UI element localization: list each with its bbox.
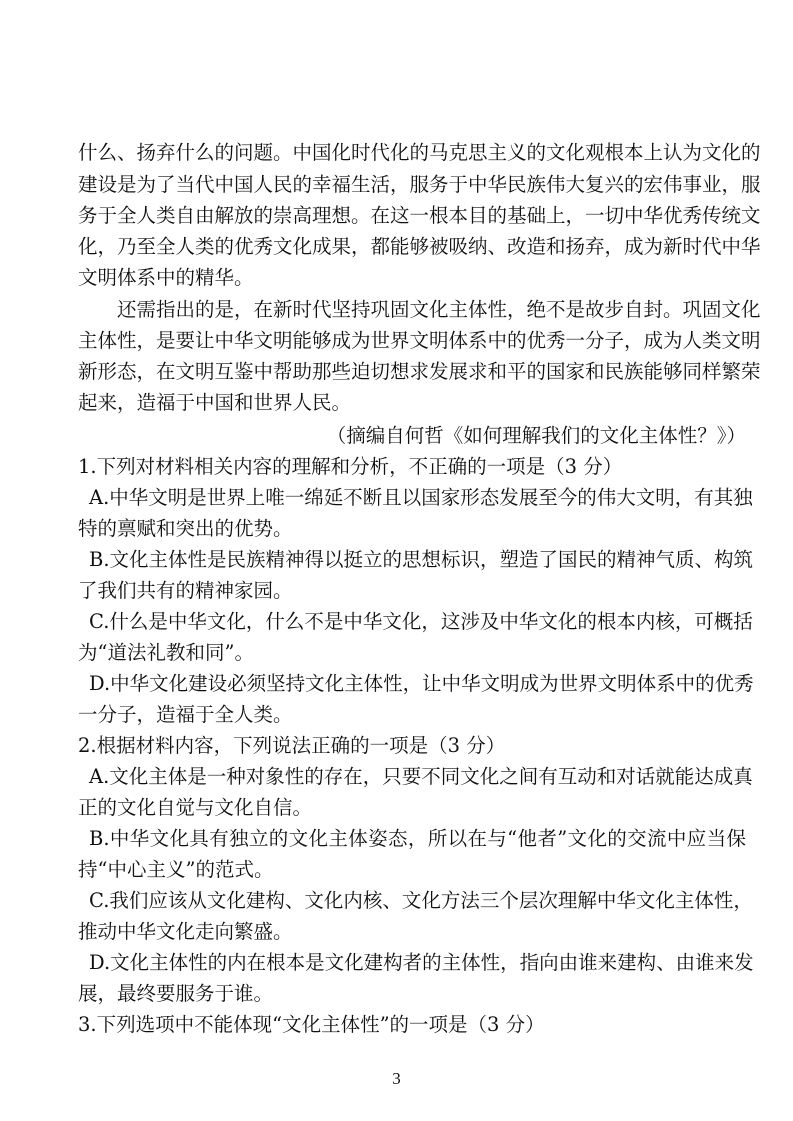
option-line: 一分子，造福于全人类。 — [78, 703, 293, 726]
passage-line: 建设是为了当代中国人民的幸福生活，服务于中华民族伟大复兴的宏伟事业，服 — [78, 173, 761, 196]
option-line: 为“道法礼教和同”。 — [78, 641, 254, 664]
option-line: 正的文化自觉与文化自信。 — [78, 796, 313, 819]
passage-line: 新形态，在文明互鉴中帮助那些迫切想求发展求和平的国家和民族能够同样繁荣 — [78, 360, 761, 383]
passage-line: 还需指出的是，在新时代坚持巩固文化主体性，绝不是故步自封。巩固文化 — [117, 298, 761, 321]
passage-line: 化，乃至全人类的优秀文化成果，都能够被吸纳、改造和扬弃，成为新时代中华 — [78, 235, 761, 258]
option-line: C.我们应该从文化建构、文化内核、文化方法三个层次理解中华文化主体性， — [89, 889, 753, 912]
passage-line: 主体性，是要让中华文明能够成为世界文明体系中的优秀一分子，成为人类文明 — [78, 329, 761, 352]
passage-line: 什么、扬弃什么的问题。中国化时代化的马克思主义的文化观根本上认为文化的 — [78, 141, 761, 164]
option-line: 推动中华文化走向繁盛。 — [78, 920, 293, 943]
option-line: A.文化主体是一种对象性的存在，只要不同文化之间有互动和对话就能达成真 — [89, 765, 753, 788]
option-line: D.中华文化建设必须坚持文化主体性，让中华文明成为世界文明体系中的优秀 — [89, 672, 754, 695]
question-line: 1.下列对材料相关内容的理解和分析，不正确的一项是（3 分） — [78, 455, 623, 478]
passage-line: 文明体系中的精华。 — [78, 266, 254, 289]
option-line: D.文化主体性的内在根本是文化建构者的主体性，指向由谁来建构、由谁来发 — [89, 951, 754, 974]
option-line: A.中华文明是世界上唯一绵延不断且以国家形态发展至今的伟大文明，有其独 — [89, 486, 753, 509]
option-line: 展，最终要服务于谁。 — [78, 982, 274, 1005]
option-line: C.什么是中华文化，什么不是中华文化，这涉及中华文化的根本内核，可概括 — [89, 610, 753, 633]
option-line: B.文化主体性是民族精神得以挺立的思想标识，塑造了国民的精神气质、构筑 — [89, 548, 754, 571]
question-line: 3.下列选项中不能体现“文化主体性”的一项是（3 分） — [78, 1013, 545, 1036]
question-line: 2.根据材料内容，下列说法正确的一项是（3 分） — [78, 734, 506, 757]
page-number: 3 — [392, 1069, 401, 1088]
source-citation: （摘编自何哲《如何理解我们的文化主体性？》） — [326, 424, 746, 447]
option-line: B.中华文化具有独立的文化主体姿态，所以在与“他者”文化的交流中应当保 — [89, 827, 746, 850]
option-line: 了我们共有的精神家园。 — [78, 579, 293, 602]
passage-line: 起来，造福于中国和世界人民。 — [78, 391, 352, 414]
passage-line: 务于全人类自由解放的崇高理想。在这一根本目的基础上，一切中华优秀传统文 — [78, 204, 761, 227]
option-line: 特的禀赋和突出的优势。 — [78, 517, 293, 540]
option-line: 持“中心主义”的范式。 — [78, 858, 274, 881]
